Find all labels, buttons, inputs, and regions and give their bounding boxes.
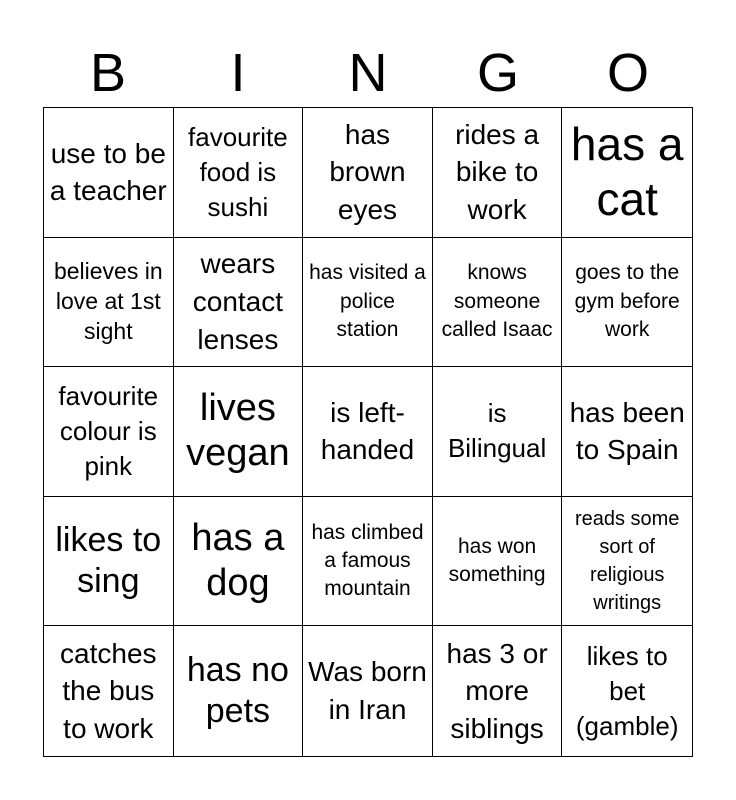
bingo-cell[interactable] [303, 108, 433, 238]
cell-text: Was born in Iran [308, 656, 427, 726]
bingo-cell[interactable] [174, 497, 304, 627]
bingo-cell[interactable] [44, 367, 174, 497]
header-letter-o: O [606, 43, 649, 103]
header-letter-i: I [230, 43, 246, 103]
bingo-cell[interactable] [562, 626, 692, 756]
bingo-cell[interactable] [174, 238, 304, 368]
bingo-cell[interactable] [433, 497, 563, 627]
bingo-cell[interactable] [303, 626, 433, 756]
cell-text: goes to the gym before work [574, 261, 680, 342]
bingo-cell[interactable] [174, 626, 304, 756]
bingo-cell[interactable] [174, 367, 304, 497]
header-letter-b: B [89, 43, 127, 103]
cell-text: is left-handed [320, 396, 415, 466]
cell-text: has a cat [570, 118, 684, 226]
bingo-cell[interactable] [44, 626, 174, 756]
cell-text: has been to Spain [569, 396, 685, 466]
cell-text: favourite colour is pink [58, 380, 159, 482]
header-letter-n: N [348, 43, 388, 103]
cell-text: has climbed a famous mountain [311, 520, 424, 601]
bingo-cell[interactable] [433, 367, 563, 497]
cell-text: likes to bet (gamble) [575, 640, 679, 741]
cell-text: catches the bus to work [60, 637, 157, 745]
cell-text: has no pets [186, 651, 289, 731]
bingo-cell[interactable] [562, 238, 692, 368]
bingo-header [43, 40, 693, 106]
cell-text: reads some sort of religious writings [574, 508, 680, 615]
cell-text: rides a bike to work [455, 118, 540, 226]
bingo-cell[interactable] [44, 108, 174, 238]
cell-text: use to be a teacher [49, 137, 167, 207]
bingo-cell[interactable] [303, 497, 433, 627]
bingo-cell[interactable] [562, 497, 692, 627]
cell-text: has brown eyes [329, 118, 406, 226]
bingo-cell[interactable] [433, 626, 563, 756]
cell-text: believes in love at 1st sight [53, 258, 163, 344]
cell-text: lives vegan [186, 386, 290, 475]
bingo-board [43, 107, 693, 757]
header-letter-g: G [476, 43, 519, 103]
cell-text: has a dog [191, 516, 285, 605]
cell-text: knows someone called Isaac [441, 261, 553, 342]
bingo-cell[interactable] [303, 238, 433, 368]
bingo-cell[interactable] [44, 238, 174, 368]
bingo-cell[interactable] [433, 108, 563, 238]
bingo-cell[interactable] [562, 367, 692, 497]
cell-text: likes to sing [55, 521, 162, 601]
bingo-cell[interactable] [174, 108, 304, 238]
bingo-cell[interactable] [562, 108, 692, 238]
cell-text: is Bilingual [447, 398, 547, 464]
cell-text: has won something [448, 534, 546, 587]
cell-text: has visited a police station [309, 261, 426, 342]
cell-text: has 3 or more siblings [446, 637, 548, 745]
bingo-cell[interactable] [303, 367, 433, 497]
bingo-cell[interactable] [44, 497, 174, 627]
cell-text: wears contact lenses [192, 248, 284, 355]
bingo-cell[interactable] [433, 238, 563, 368]
cell-text: favourite food is sushi [188, 121, 288, 222]
